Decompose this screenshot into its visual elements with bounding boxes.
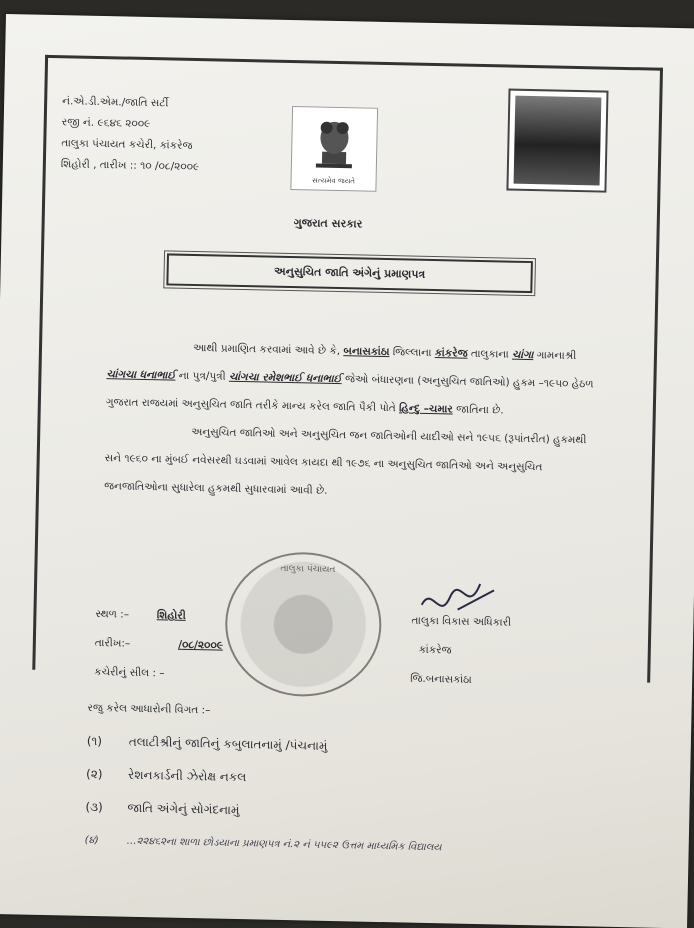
village-field: ચાંગા [511,348,534,362]
paragraph-2: અનુસુચિત જાતિઓ અને અનુસુચિત જન જાતિઓની યાદીઓ સને ૧૯૫૬ (રૂપાંતરીત) હુકમથી સને ૧૯૬૦ ના મુંબઈ નવેસરથી ઘડવામાં આવેલ કાયદા થી ૧૯૭૬ ના અનુસુચિત જાતિઓ અને અનુસુચિત જનજાતિઓના સુધારેલા હુકમથી સુધારવામાં આવી છે. [104,425,587,497]
place-value: શિહોરી [156,609,186,622]
emblem-caption: સત્યમેવ જયતે [312,176,356,186]
paragraph-1: આથી પ્રમાણિત કરવામાં આવે છે કે, બનાસકાંઠા જિલ્લાના કાંકરેજ તાલુકાના ચાંગા ગામનાશ્રી ચાંગચા ધનાભાઈ ના પુત્ર/પુત્રી ચાંગચા રમેશભાઈ ધનાભાઈ જેઓ બંધારણના (અનુસુચિત જાતિઓ) હુકમ –૧૯૫૦ હેઠળ ગુજરાત રાજયમાં અનુસુચિત જાતિ તરીકે માન્ય કરેલ જાતિ પૈકી પોતે હિન્દુ –ચમાર જાતિના છે. [105,341,594,417]
government-heading: ગુજરાત સરકાર [293,216,363,231]
seal-label: કચેરીનું સીલ : – [94,665,165,680]
person-name-field: ચાંગચા રમેશભાઈ ધનાભાઈ [228,370,342,386]
lion-capital-icon [292,107,377,175]
caste-field: હિન્દુ –ચમાર [398,402,453,416]
state-emblem [290,106,378,192]
document-item: (૩) જાતિ અંગેનું સોગંદનામું [85,799,240,818]
document-item: (૪) …૨૨૪૬૨ના શાળા છોડયાના પ્રમાણપત્ર નં.૨ નં ૫૫૯૨ ઉત્તમ માધ્યમિક વિદ્યાલય [84,834,442,854]
certificate-body [104,332,603,510]
ref-number: નં.એ.ડી.એમ./જાતિ સર્ટી [62,95,169,110]
supporting-documents [84,692,444,864]
place-label: સ્થળ :– [95,608,130,621]
documents-title: રજુ કરેલ આધારોની વિગત :– [87,701,211,717]
date-label: તારીખ:– [94,636,131,650]
photo-image [514,96,602,186]
father-name-field: ચાંગચા ધનાભાઈ [106,368,176,382]
office-seal-stamp [224,551,383,698]
registration-number: રજી નં. ૯૬૪૬ ૨૦૦૯ [61,116,151,131]
officer-district: જિ.બનાસકાંઠા [410,672,472,686]
officer-title: તાલુકા વિકાસ અધિકારી [411,614,512,629]
district-field: બનાસકાંઠા [343,345,390,359]
officer-block [410,607,512,696]
place-date-block [94,600,224,690]
reference-block [61,91,201,178]
issue-date: શિહોરી , તારીખ :: ૧૦ /૦૮/૨૦૦૯ [60,158,200,174]
certificate-title: અનુસુચિત જાતિ અંગેનું પ્રમાણપત્ર [166,253,533,293]
certificate-paper [0,14,694,928]
document-item: (૨) રેશનકાર્ડની ઝેરોક્ષ નકલ [85,766,247,785]
officer-taluka: કાંકરેજ [418,643,452,657]
office-name: તાલુકા પંચાયત કચેરી, કાંકરેજ [61,137,193,152]
date-value: /૦૮/૨૦૦૯ [178,638,224,652]
stamp-text: તાલુકા પંચાયત [280,563,336,576]
applicant-photo [506,89,608,193]
taluka-field: કાંકરેજ [434,347,468,360]
document-item: (૧) તલાટીશ્રીનું જાતિનું કબુલાતનામું /પંચનામું [86,733,328,753]
